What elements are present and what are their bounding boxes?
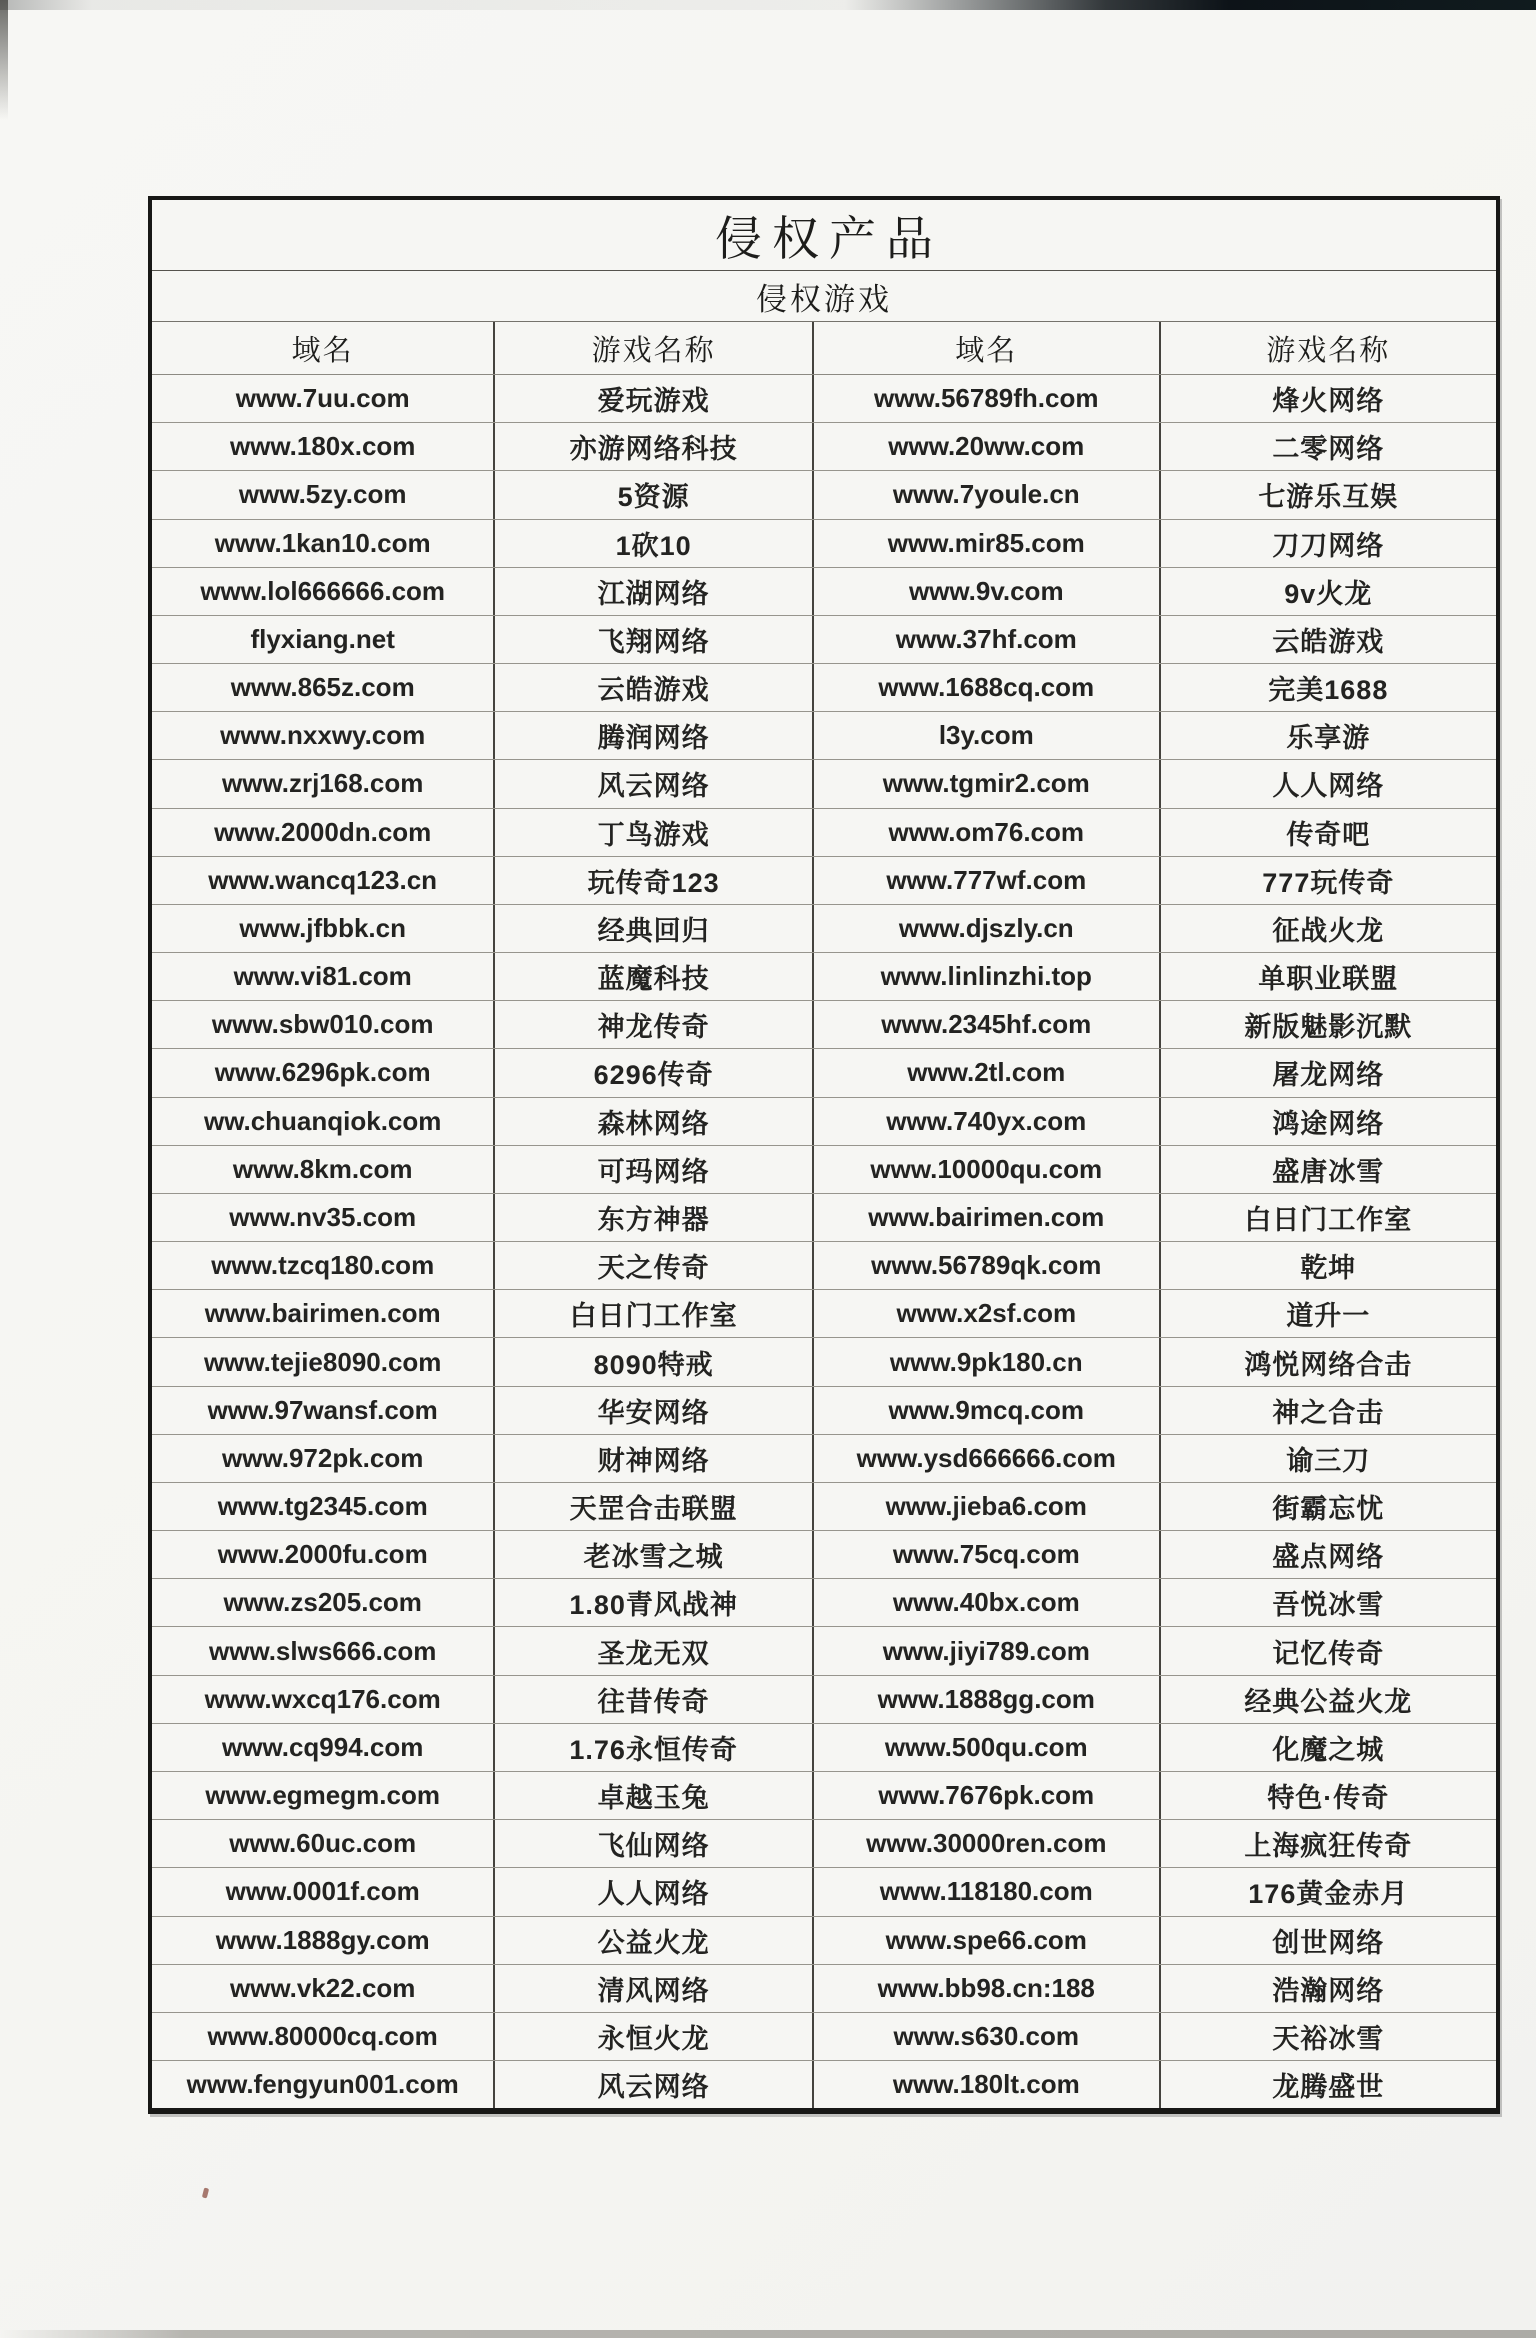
game-name-cell: 上海疯狂传奇 xyxy=(1159,1820,1496,1867)
domain-cell: www.jiyi789.com xyxy=(812,1627,1159,1674)
domain-cell: www.bairimen.com xyxy=(812,1194,1159,1241)
domain-cell: www.9v.com xyxy=(812,568,1159,615)
domain-cell: www.zs205.com xyxy=(223,1587,422,1618)
scan-artifact-ink-speck xyxy=(202,2188,209,2199)
document-title: 侵权产品 xyxy=(152,200,1496,271)
table-row xyxy=(152,375,1496,423)
domain-cell: www.118180.com xyxy=(812,1868,1159,1915)
table-row xyxy=(152,1387,1496,1435)
game-name-cell: 道升一 xyxy=(1159,1290,1496,1337)
table-row xyxy=(152,1290,1496,1338)
infringing-products-table xyxy=(148,196,1500,2114)
game-name-cell: 白日门工作室 xyxy=(1159,1194,1496,1241)
domain-cell: www.jieba6.com xyxy=(812,1483,1159,1530)
game-name-cell: 刀刀网络 xyxy=(1159,520,1496,567)
game-name-cell: 神龙传奇 xyxy=(493,1001,812,1048)
table-row xyxy=(152,1868,1496,1916)
game-name-cell: 9v火龙 xyxy=(1159,568,1496,615)
table-row xyxy=(152,1724,1496,1772)
domain-cell: www.2000fu.com xyxy=(217,1539,428,1570)
game-name-cell: 二零网络 xyxy=(1159,423,1496,470)
domain-cell: www.75cq.com xyxy=(812,1531,1159,1578)
domain-cell: www.x2sf.com xyxy=(812,1290,1159,1337)
domain-cell: l3y.com xyxy=(812,712,1159,759)
game-name-cell: 财神网络 xyxy=(493,1435,812,1482)
game-name-cell: 腾润网络 xyxy=(493,712,812,759)
domain-cell: www.7youle.cn xyxy=(812,471,1159,518)
domain-cell: www.slws666.com xyxy=(209,1635,437,1666)
game-name-cell: 云皓游戏 xyxy=(493,664,812,711)
table-row xyxy=(152,1435,1496,1483)
game-name-cell: 卓越玉兔 xyxy=(493,1772,812,1819)
domain-cell: www.2345hf.com xyxy=(812,1001,1159,1048)
game-name-cell: 人人网络 xyxy=(493,1868,812,1915)
domain-cell: www.56789fh.com xyxy=(812,375,1159,422)
domain-cell: www.tg2345.com xyxy=(217,1491,428,1522)
table-row xyxy=(152,423,1496,471)
game-name-cell: 风云网络 xyxy=(493,2061,812,2108)
domain-cell: www.wxcq176.com xyxy=(204,1683,441,1714)
domain-cell: www.9pk180.cn xyxy=(812,1338,1159,1385)
game-name-cell: 龙腾盛世 xyxy=(1159,2061,1496,2108)
domain-cell: www.1888gg.com xyxy=(812,1676,1159,1723)
domain-cell: www.1kan10.com xyxy=(214,527,431,558)
game-name-cell: 777玩传奇 xyxy=(1159,857,1496,904)
game-name-cell: 1.80青风战神 xyxy=(493,1579,812,1626)
game-name-cell: 天之传奇 xyxy=(493,1242,812,1289)
domain-cell: www.ysd666666.com xyxy=(812,1435,1159,1482)
game-name-cell: 七游乐互娱 xyxy=(1159,471,1496,518)
game-name-cell: 1砍10 xyxy=(493,520,812,567)
table-row xyxy=(152,471,1496,519)
game-name-cell: 征战火龙 xyxy=(1159,905,1496,952)
table-row xyxy=(152,905,1496,953)
game-name-cell: 公益火龙 xyxy=(493,1917,812,1964)
game-name-cell: 天罡合击联盟 xyxy=(493,1483,812,1530)
game-name-cell: 天裕冰雪 xyxy=(1159,2013,1496,2060)
domain-cell: www.7676pk.com xyxy=(812,1772,1159,1819)
domain-cell: www.2tl.com xyxy=(812,1049,1159,1096)
table-row xyxy=(152,1820,1496,1868)
game-name-cell: 清风网络 xyxy=(493,1965,812,2012)
domain-cell: www.10000qu.com xyxy=(812,1146,1159,1193)
game-name-cell: 永恒火龙 xyxy=(493,2013,812,2060)
game-name-cell: 神之合击 xyxy=(1159,1387,1496,1434)
game-name-cell: 鸿途网络 xyxy=(1159,1098,1496,1145)
game-name-cell: 风云网络 xyxy=(493,760,812,807)
domain-cell: www.2000dn.com xyxy=(214,816,432,847)
game-name-cell: 蓝魔科技 xyxy=(493,953,812,1000)
table-row xyxy=(152,953,1496,1001)
game-name-cell: 吾悦冰雪 xyxy=(1159,1579,1496,1626)
game-name-cell: 鸿悦网络合击 xyxy=(1159,1338,1496,1385)
table-row xyxy=(152,1483,1496,1531)
domain-cell: www.tejie8090.com xyxy=(203,1346,442,1377)
domain-cell: www.sbw010.com xyxy=(211,1009,434,1040)
domain-cell: www.vk22.com xyxy=(229,1972,416,2003)
domain-cell: www.30000ren.com xyxy=(812,1820,1159,1867)
game-name-cell: 飞仙网络 xyxy=(493,1820,812,1867)
domain-cell: www.9mcq.com xyxy=(812,1387,1159,1434)
table-body xyxy=(152,375,1496,2108)
game-name-cell: 烽火网络 xyxy=(1159,375,1496,422)
domain-cell: www.80000cq.com xyxy=(207,2020,438,2051)
domain-cell: www.40bx.com xyxy=(812,1579,1159,1626)
game-name-cell: 完美1688 xyxy=(1159,664,1496,711)
domain-cell: www.linlinzhi.top xyxy=(812,953,1159,1000)
game-name-cell: 圣龙无双 xyxy=(493,1627,812,1674)
game-name-cell: 街霸忘忧 xyxy=(1159,1483,1496,1530)
domain-cell: www.spe66.com xyxy=(812,1917,1159,1964)
table-row xyxy=(152,1242,1496,1290)
scan-artifact-top-edge xyxy=(0,0,1536,10)
table-row xyxy=(152,2013,1496,2061)
game-name-cell: 6296传奇 xyxy=(493,1049,812,1096)
domain-cell: www.djszly.cn xyxy=(812,905,1159,952)
domain-cell: www.cq994.com xyxy=(222,1731,424,1762)
table-row xyxy=(152,1338,1496,1386)
domain-cell: www.56789qk.com xyxy=(812,1242,1159,1289)
game-name-cell: 江湖网络 xyxy=(493,568,812,615)
domain-cell: www.zrj168.com xyxy=(222,768,424,799)
game-name-cell: 176黄金赤月 xyxy=(1159,1868,1496,1915)
domain-cell: www.vi81.com xyxy=(233,961,412,992)
domain-cell: www.37hf.com xyxy=(812,616,1159,663)
domain-cell: www.97wansf.com xyxy=(207,1394,438,1425)
game-name-cell: 特色·传奇 xyxy=(1159,1772,1496,1819)
game-name-cell: 新版魅影沉默 xyxy=(1159,1001,1496,1048)
game-name-cell: 可玛网络 xyxy=(493,1146,812,1193)
domain-cell: www.972pk.com xyxy=(222,1442,424,1473)
domain-cell: www.865z.com xyxy=(230,672,415,703)
table-header-row xyxy=(152,322,1496,375)
column-header-game-right: 游戏名称 xyxy=(1159,322,1496,374)
game-name-cell: 云皓游戏 xyxy=(1159,616,1496,663)
game-name-cell: 森林网络 xyxy=(493,1098,812,1145)
game-name-cell: 乾坤 xyxy=(1159,1242,1496,1289)
table-row xyxy=(152,1676,1496,1724)
game-name-cell: 爱玩游戏 xyxy=(493,375,812,422)
column-header-game-left: 游戏名称 xyxy=(493,322,812,374)
domain-cell: ww.chuanqiok.com xyxy=(203,1105,442,1136)
game-name-cell: 单职业联盟 xyxy=(1159,953,1496,1000)
domain-cell: www.1688cq.com xyxy=(812,664,1159,711)
domain-cell: www.777wf.com xyxy=(812,857,1159,904)
game-name-cell: 1.76永恒传奇 xyxy=(493,1724,812,1771)
column-header-domain-left: 域名 xyxy=(291,334,354,367)
domain-cell: www.fengyun001.com xyxy=(186,2069,459,2100)
table-row xyxy=(152,1049,1496,1097)
game-name-cell: 屠龙网络 xyxy=(1159,1049,1496,1096)
domain-cell: www.60uc.com xyxy=(229,1828,417,1859)
document-subtitle: 侵权游戏 xyxy=(152,271,1496,322)
domain-cell: www.bairimen.com xyxy=(204,1298,441,1329)
domain-cell: www.7uu.com xyxy=(235,383,410,414)
domain-cell: www.wancq123.cn xyxy=(208,864,438,895)
table-row xyxy=(152,1146,1496,1194)
domain-cell: www.0001f.com xyxy=(225,1876,420,1907)
scan-artifact-left-edge xyxy=(0,0,8,120)
game-name-cell: 人人网络 xyxy=(1159,760,1496,807)
game-name-cell: 盛点网络 xyxy=(1159,1531,1496,1578)
table-row xyxy=(152,1965,1496,2013)
game-name-cell: 经典公益火龙 xyxy=(1159,1676,1496,1723)
domain-cell: www.740yx.com xyxy=(812,1098,1159,1145)
table-row xyxy=(152,1579,1496,1627)
table-row xyxy=(152,520,1496,568)
game-name-cell: 创世网络 xyxy=(1159,1917,1496,1964)
domain-cell: www.tgmir2.com xyxy=(812,760,1159,807)
game-name-cell: 化魔之城 xyxy=(1159,1724,1496,1771)
domain-cell: www.500qu.com xyxy=(812,1724,1159,1771)
game-name-cell: 东方神器 xyxy=(493,1194,812,1241)
domain-cell: www.lol666666.com xyxy=(200,575,446,606)
scan-artifact-bottom-edge xyxy=(0,2330,1536,2338)
domain-cell: flyxiang.net xyxy=(250,623,395,654)
domain-cell: www.mir85.com xyxy=(812,520,1159,567)
domain-cell: www.tzcq180.com xyxy=(211,1250,435,1281)
table-row xyxy=(152,712,1496,760)
game-name-cell: 经典回归 xyxy=(493,905,812,952)
domain-cell: www.s630.com xyxy=(812,2013,1159,2060)
game-name-cell: 往昔传奇 xyxy=(493,1676,812,1723)
game-name-cell: 亦游网络科技 xyxy=(493,423,812,470)
game-name-cell: 飞翔网络 xyxy=(493,616,812,663)
domain-cell: www.bb98.cn:188 xyxy=(812,1965,1159,2012)
table-row xyxy=(152,857,1496,905)
game-name-cell: 传奇吧 xyxy=(1159,809,1496,856)
domain-cell: www.jfbbk.cn xyxy=(239,912,406,943)
domain-cell: www.180lt.com xyxy=(812,2061,1159,2108)
game-name-cell: 乐享游 xyxy=(1159,712,1496,759)
table-row xyxy=(152,616,1496,664)
domain-cell: www.1888gy.com xyxy=(215,1924,430,1955)
table-row xyxy=(152,760,1496,808)
domain-cell: www.5zy.com xyxy=(238,479,407,510)
game-name-cell: 浩瀚网络 xyxy=(1159,1965,1496,2012)
table-row xyxy=(152,1098,1496,1146)
game-name-cell: 8090特戒 xyxy=(493,1338,812,1385)
game-name-cell: 华安网络 xyxy=(493,1387,812,1434)
game-name-cell: 记忆传奇 xyxy=(1159,1627,1496,1674)
domain-cell: www.nxxwy.com xyxy=(220,720,426,751)
domain-cell: www.8km.com xyxy=(232,1153,413,1184)
game-name-cell: 谕三刀 xyxy=(1159,1435,1496,1482)
domain-cell: www.egmegm.com xyxy=(205,1780,440,1811)
table-row xyxy=(152,664,1496,712)
table-row xyxy=(152,1627,1496,1675)
table-row xyxy=(152,1531,1496,1579)
table-row xyxy=(152,1917,1496,1965)
game-name-cell: 玩传奇123 xyxy=(493,857,812,904)
table-row xyxy=(152,2061,1496,2108)
domain-cell: www.6296pk.com xyxy=(214,1057,431,1088)
table-row xyxy=(152,1194,1496,1242)
game-name-cell: 5资源 xyxy=(493,471,812,518)
domain-cell: www.20ww.com xyxy=(812,423,1159,470)
game-name-cell: 老冰雪之城 xyxy=(493,1531,812,1578)
game-name-cell: 白日门工作室 xyxy=(493,1290,812,1337)
table-row xyxy=(152,568,1496,616)
domain-cell: www.om76.com xyxy=(812,809,1159,856)
table-row xyxy=(152,1001,1496,1049)
table-row xyxy=(152,1772,1496,1820)
game-name-cell: 丁鸟游戏 xyxy=(493,809,812,856)
domain-cell: www.180x.com xyxy=(229,431,416,462)
table-row xyxy=(152,809,1496,857)
domain-cell: www.nv35.com xyxy=(229,1202,417,1232)
column-header-domain-right: 域名 xyxy=(812,322,1159,374)
game-name-cell: 盛唐冰雪 xyxy=(1159,1146,1496,1193)
